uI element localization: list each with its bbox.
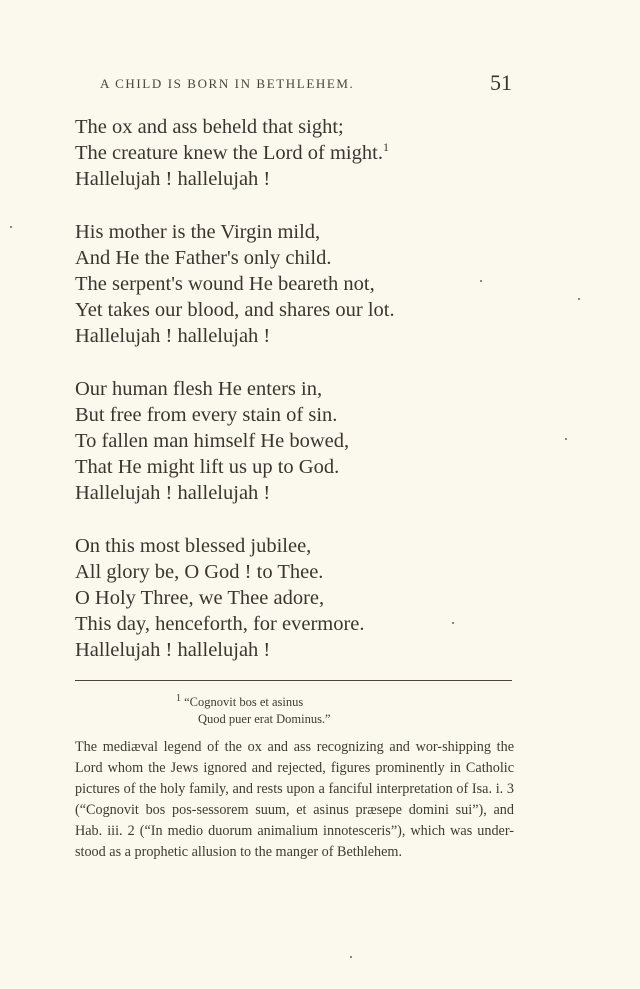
scan-speck bbox=[578, 298, 580, 300]
scan-speck bbox=[452, 622, 454, 624]
stanza-3 bbox=[75, 376, 545, 507]
poem-line bbox=[75, 140, 545, 166]
running-title: A CHILD IS BORN IN BETHLEHEM. bbox=[100, 76, 355, 91]
footnote-marker: 1 bbox=[176, 692, 181, 704]
poem-line: Hallelujah ! hallelujah ! bbox=[75, 482, 271, 505]
poem-line-text: The creature knew the Lord of might. bbox=[75, 142, 383, 165]
scan-speck bbox=[10, 226, 12, 228]
poem-line: That He might lift us up to God. bbox=[75, 456, 340, 479]
poem-line: Our human flesh He enters in, bbox=[75, 377, 323, 400]
poem-line: All glory be, O God ! to Thee. bbox=[75, 560, 324, 583]
poem-line: His mother is the Virgin mild, bbox=[75, 220, 321, 243]
editorial-note: The mediæval legend of the ox and ass recognizing and wor-shipping the Lord whom the Jews ignored and rejected, figures prominently in Catholic pictures of the holy family, and rests upon a fanciful interpretation of Isa. i. 3 (“Cognovit bos pos-sessorem suum, et asinus præsepe domini sui”), and Hab. iii. 2 (“In medio duorum animalium innotesceris”), which was under-stood as a prophetic allusion to the manger of Bethlehem. bbox=[75, 739, 514, 860]
footnote-line-1: “Cognovit bos et asinus bbox=[184, 695, 304, 709]
poem-line: Hallelujah ! hallelujah ! bbox=[75, 325, 271, 348]
poem-line: And He the Father's only child. bbox=[75, 246, 332, 269]
scan-speck bbox=[565, 438, 567, 440]
poem-line: This day, henceforth, for evermore. bbox=[75, 613, 365, 636]
poem-line: The serpent's wound He beareth not, bbox=[75, 273, 375, 296]
poem-line: Yet takes our blood, and shares our lot. bbox=[75, 299, 395, 322]
footnote-divider bbox=[75, 680, 512, 681]
poem-line: Hallelujah ! hallelujah ! bbox=[75, 639, 271, 662]
scan-speck bbox=[480, 280, 482, 282]
poem-line: The ox and ass beheld that sight; bbox=[75, 116, 344, 138]
scan-speck bbox=[350, 956, 352, 958]
footnote-line-2: Quod puer erat Dominus.” bbox=[198, 712, 331, 726]
footnote bbox=[176, 694, 331, 728]
page-header bbox=[0, 72, 640, 98]
poem-line: On this most blessed jubilee, bbox=[75, 534, 312, 557]
poem-line: But free from every stain of sin. bbox=[75, 403, 338, 426]
page-number: 51 bbox=[490, 70, 512, 95]
poem-line: To fallen man himself He bowed, bbox=[75, 430, 350, 453]
stanza-1 bbox=[75, 114, 545, 193]
stanza-2 bbox=[75, 219, 545, 350]
poem-line: Hallelujah ! hallelujah ! bbox=[75, 168, 271, 191]
poem bbox=[75, 114, 545, 690]
stanza-4 bbox=[75, 533, 545, 664]
poem-line: O Holy Three, we Thee adore, bbox=[75, 587, 325, 610]
footnote-reference: 1 bbox=[382, 140, 389, 155]
